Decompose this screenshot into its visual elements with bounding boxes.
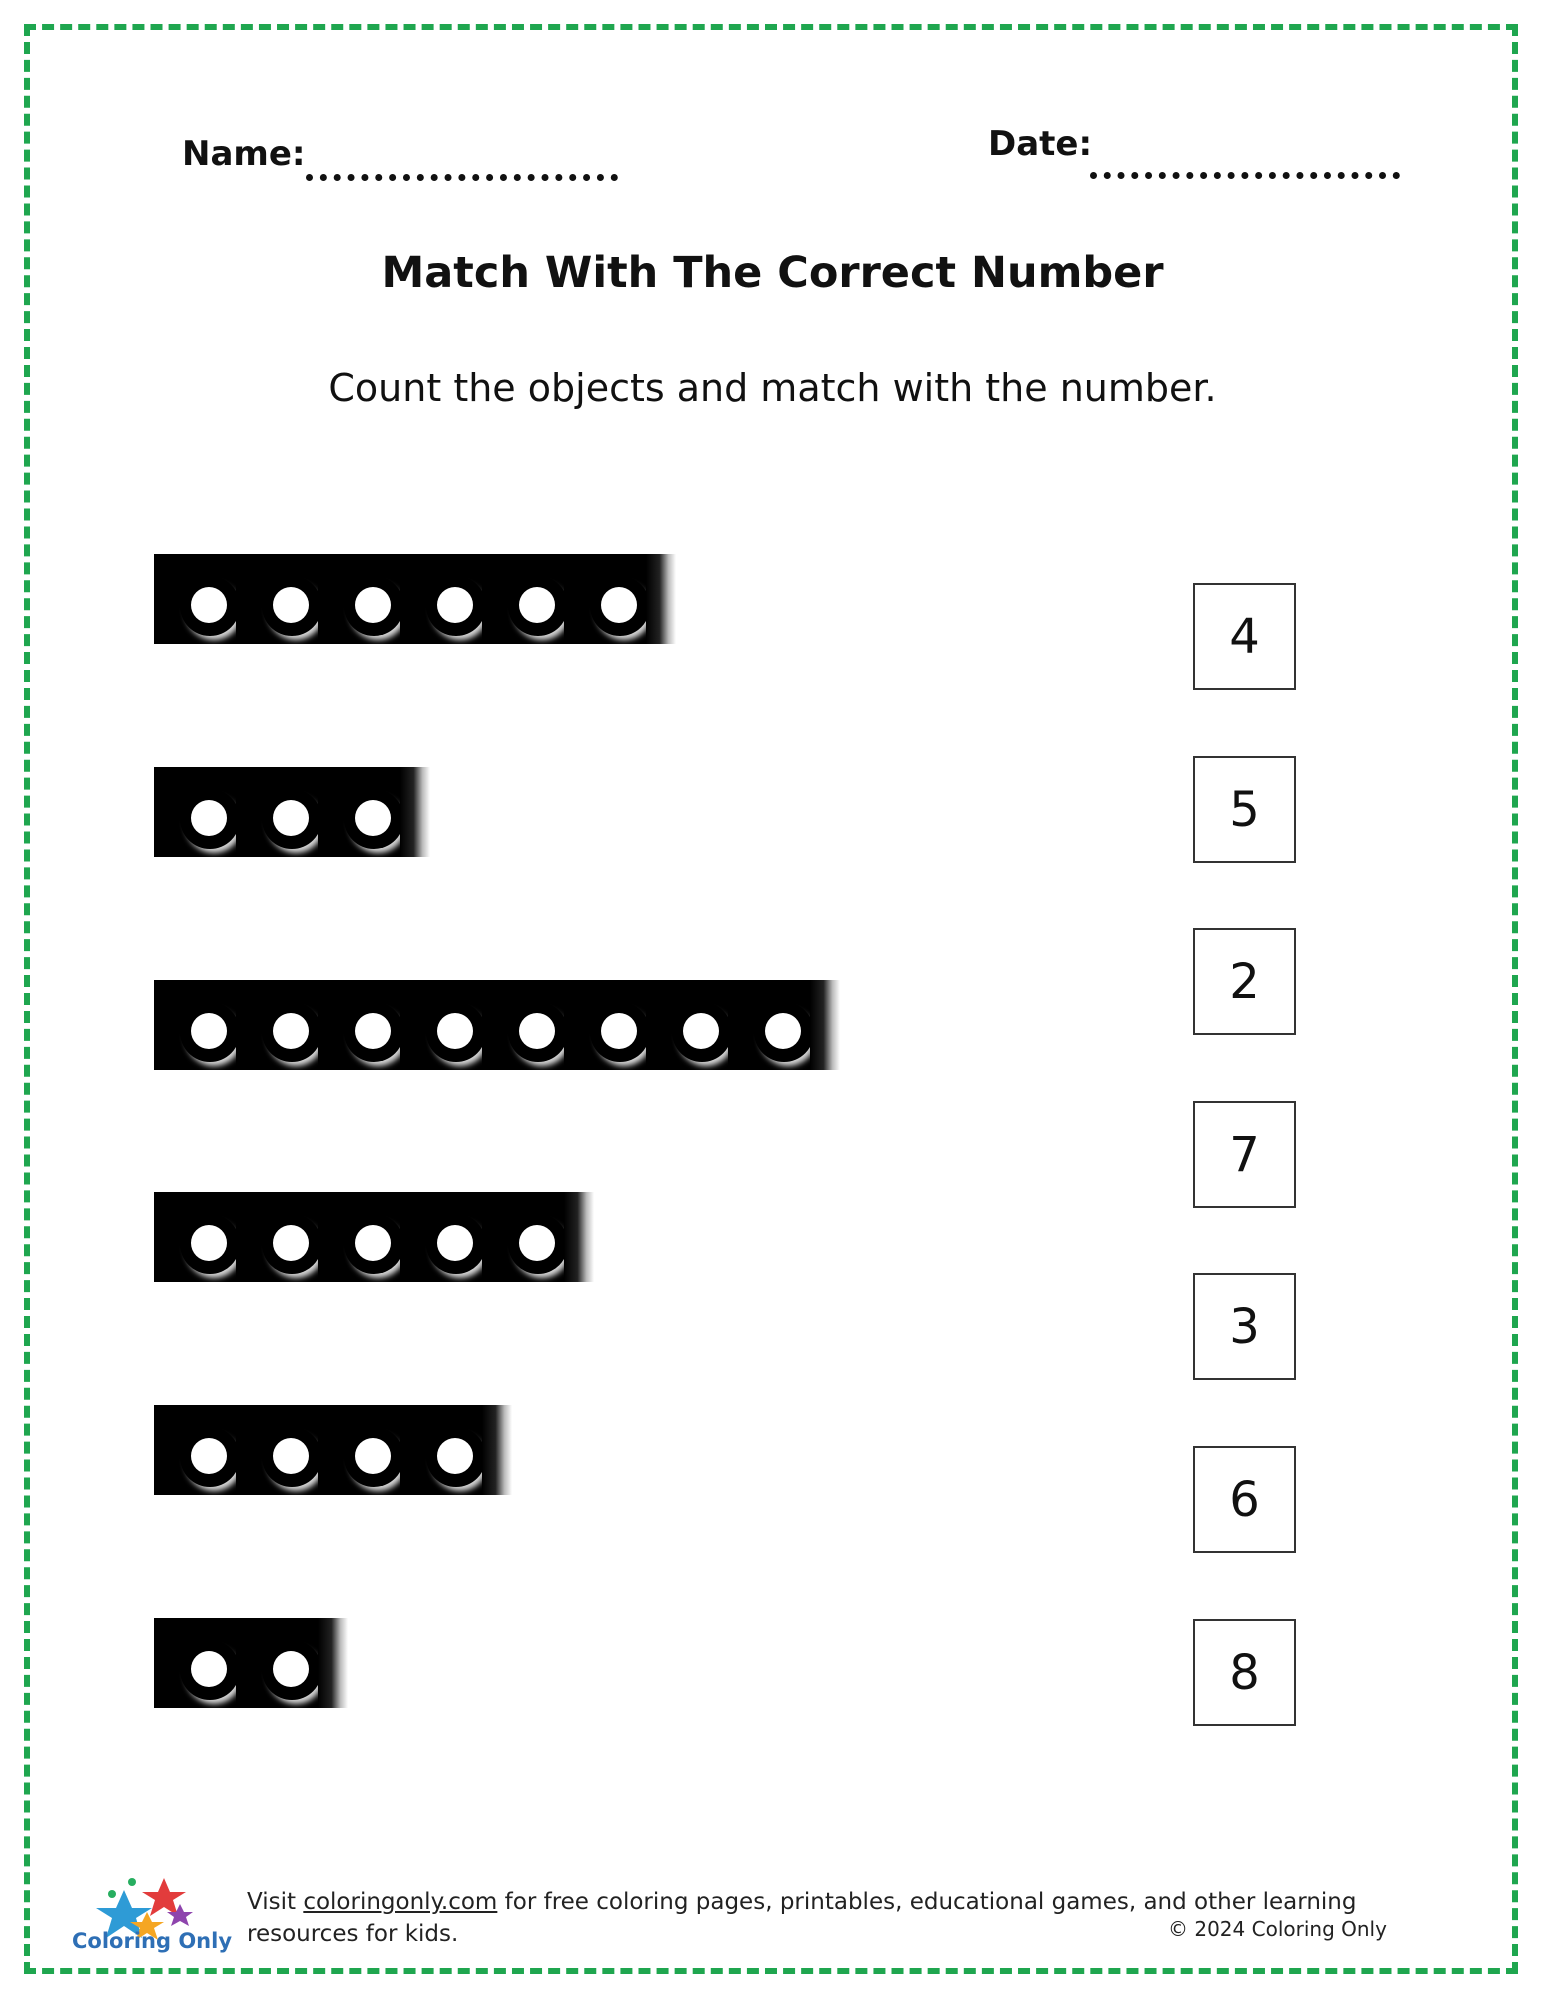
circle-object-icon	[400, 1405, 482, 1495]
circle-object-icon	[482, 554, 564, 644]
circle-object-icon	[154, 554, 236, 644]
worksheet-instructions: Count the objects and match with the number.	[328, 366, 1217, 410]
worksheet-title: Match With The Correct Number	[381, 248, 1164, 298]
name-field-line[interactable]	[306, 174, 618, 181]
circle-object-icon	[400, 1192, 482, 1282]
object-row[interactable]	[154, 980, 840, 1070]
circle-object-icon	[564, 980, 646, 1070]
number-box[interactable]: 6	[1193, 1446, 1296, 1553]
number-box[interactable]: 5	[1193, 756, 1296, 863]
circle-object-icon	[482, 980, 564, 1070]
object-row[interactable]	[154, 1618, 348, 1708]
circle-object-icon	[318, 980, 400, 1070]
circle-object-icon	[154, 980, 236, 1070]
circle-object-icon	[318, 1405, 400, 1495]
number-box[interactable]: 7	[1193, 1101, 1296, 1208]
circle-object-icon	[400, 980, 482, 1070]
logo-text: Coloring Only	[72, 1929, 233, 1953]
circle-object-icon	[154, 1618, 236, 1708]
circle-object-icon	[154, 1192, 236, 1282]
row-edge-shading	[810, 980, 840, 1070]
circle-object-icon	[236, 1192, 318, 1282]
row-edge-shading	[318, 1618, 348, 1708]
object-row[interactable]	[154, 767, 430, 857]
circle-object-icon	[400, 554, 482, 644]
circle-object-icon	[564, 554, 646, 644]
circle-object-icon	[236, 1618, 318, 1708]
date-field-line[interactable]	[1090, 172, 1400, 179]
number-box[interactable]: 2	[1193, 928, 1296, 1035]
circle-object-icon	[236, 767, 318, 857]
number-box[interactable]: 4	[1193, 583, 1296, 690]
number-box[interactable]: 8	[1193, 1619, 1296, 1726]
object-row[interactable]	[154, 1405, 512, 1495]
object-row[interactable]	[154, 554, 676, 644]
footer-website-link[interactable]: coloringonly.com	[303, 1889, 498, 1915]
object-row[interactable]	[154, 1192, 594, 1282]
date-label: Date:	[988, 124, 1093, 164]
footer-visit-prefix: Visit	[247, 1889, 304, 1915]
circle-object-icon	[318, 767, 400, 857]
row-edge-shading	[646, 554, 676, 644]
row-edge-shading	[482, 1405, 512, 1495]
circle-object-icon	[728, 980, 810, 1070]
number-box[interactable]: 3	[1193, 1273, 1296, 1380]
circle-object-icon	[646, 980, 728, 1070]
row-edge-shading	[400, 767, 430, 857]
copyright-notice: © 2024 Coloring Only	[1168, 1917, 1387, 1941]
circle-object-icon	[318, 1192, 400, 1282]
footer-visit-suffix: for free coloring pages, printables, educational games, and other learning resources for kids.	[247, 1889, 1357, 1947]
circle-object-icon	[236, 980, 318, 1070]
name-label: Name:	[182, 134, 306, 174]
circle-object-icon	[154, 767, 236, 857]
circle-object-icon	[236, 1405, 318, 1495]
circle-object-icon	[318, 554, 400, 644]
circle-object-icon	[482, 1192, 564, 1282]
circle-object-icon	[236, 554, 318, 644]
circle-object-icon	[154, 1405, 236, 1495]
row-edge-shading	[564, 1192, 594, 1282]
